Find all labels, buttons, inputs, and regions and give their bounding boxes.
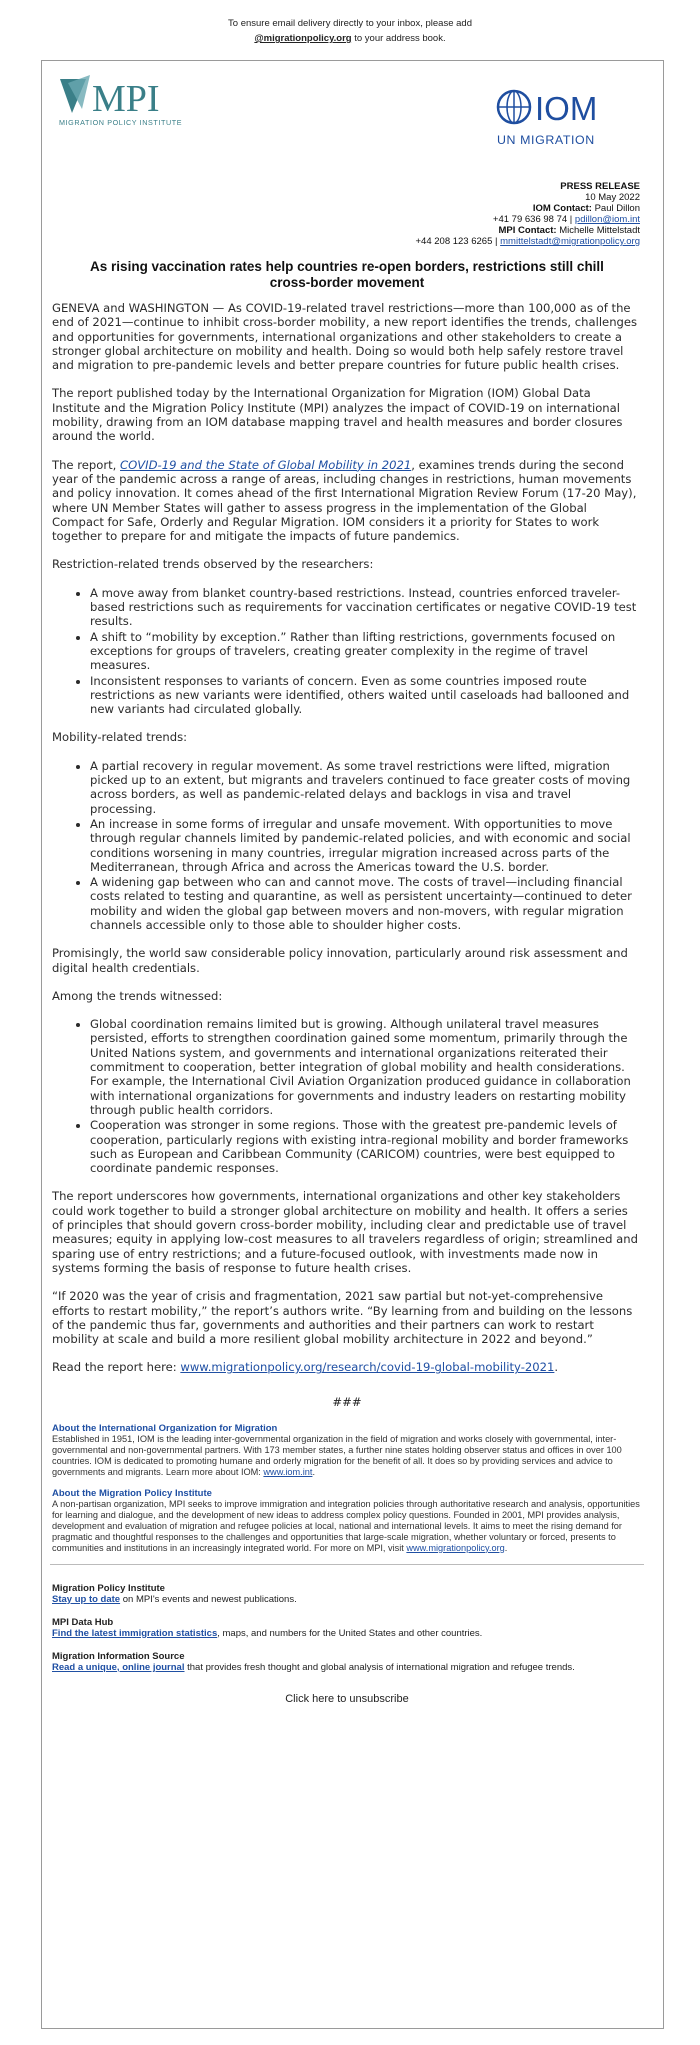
list-item: • An increase in some forms of irregular and unsafe movement. With opportunities to move through regular channels limited by pandemic-related policies, and with economic and social conditions worsening in many countries, irregular migration increased across parts of the Mediterranean, through Africa and across the Americas toward the U.S. border. bbox=[90, 817, 640, 874]
delivery-note: To ensure email delivery directly to your inbox, please add @migrationpolicy.org to your address book. bbox=[0, 16, 700, 46]
restriction-trends-heading: Restriction-related trends observed by the researchers: bbox=[52, 557, 374, 572]
iom-email-link[interactable]: pdillon@iom.int bbox=[574, 214, 640, 225]
release-date: 10 May 2022 bbox=[585, 192, 640, 203]
end-marker: ### bbox=[332, 1394, 362, 1409]
release-body bbox=[50, 301, 644, 1375]
footer-block-data-hub: MPI Data Hub Find the latest immigration statistics, maps, and numbers for the United States and other countries. bbox=[52, 1616, 483, 1639]
about-section bbox=[50, 1423, 644, 1554]
address-book-email: @migrationpolicy.org bbox=[254, 33, 352, 44]
list-item: • A widening gap between who can and cannot move. The costs of travel—including financial costs related to testing and quarantine, as well as persistent uncertainty—continued to deter mobility and widen the global gap between movers and non-movers, with regular migration channels accessible only to those able to shoulder higher costs. bbox=[90, 875, 640, 932]
about-mpi-title: About the Migration Policy Institute bbox=[52, 1487, 212, 1499]
mpi-email-link[interactable]: mmittelstadt@migrationpolicy.org bbox=[500, 236, 640, 247]
list-item: • Inconsistent responses to variants of concern. Even as some countries imposed route restrictions as new variants were identified, others waited until caseloads had ballooned and new variants had circulated globally. bbox=[90, 674, 640, 717]
svg-text:IOM: IOM bbox=[535, 90, 598, 127]
paragraph-principles: The report underscores how governments, international organizations and other key stakeholders could work together to build a stronger global architecture on mobility and health. It offers a series of principles that should govern cross-border mobility, including clear and predictable use of travel measures; equity in applying low-cost measures to all travelers regardless of origin; streamlined and sparing use of entry restrictions; and a future-focused outlook, with investments made now in systems forming the basis of response to future health crises. bbox=[52, 1189, 638, 1275]
logo-bar bbox=[50, 69, 644, 177]
iom-phone: +41 79 636 98 74 | bbox=[492, 214, 575, 225]
list-item: • Cooperation was stronger in some regions. Those with the greatest pre-pandemic levels of cooperation, particularly regions with existing intra-regional mobility and border frameworks such as European and Caribbean Community (CARICOM) countries, were best equipped to coordinate pandemic responses. bbox=[90, 1118, 640, 1175]
mpi-phone: +44 208 123 6265 | bbox=[415, 236, 501, 247]
trends-witnessed-list bbox=[52, 1017, 640, 1175]
list-item: • A partial recovery in regular movement. As some travel restrictions were lifted, migration picked up to an extent, but migrants and travelers continued to face greater costs of moving across borders, as well as pandemic-related delays and backlogs in visa and travel processing. bbox=[90, 759, 640, 816]
footer bbox=[50, 1583, 644, 1673]
mpi-contact-name: Michelle Mittelstadt bbox=[559, 225, 640, 236]
email-frame bbox=[41, 60, 664, 2029]
stay-up-to-date-link[interactable]: Stay up to date bbox=[52, 1593, 121, 1605]
svg-text:MPI: MPI bbox=[92, 78, 160, 120]
report-title-link[interactable]: COVID-19 and the State of Global Mobility in 2021 bbox=[120, 457, 412, 472]
list-item: • A move away from blanket country-based restrictions. Instead, countries enforced traveler-based restrictions such as requirements for vaccination certificates or negative COVID-19 test results. bbox=[90, 586, 640, 629]
mobility-trends-heading: Mobility-related trends: bbox=[52, 730, 188, 745]
trends-witnessed-heading: Among the trends witnessed: bbox=[52, 988, 223, 1003]
footer-block-mpi: Migration Policy Institute Stay up to date on MPI's events and newest publications. bbox=[52, 1582, 297, 1605]
headline: As rising vaccination rates help countries re-open borders, restrictions still chill cross-border movement bbox=[90, 259, 604, 290]
report-url-link[interactable]: www.migrationpolicy.org/research/covid-19-global-mobility-2021 bbox=[180, 1360, 555, 1375]
about-iom-text: Established in 1951, IOM is the leading inter-governmental organization in the field of migration and works closely with governmental, inter-governmental and non-governmental partners. With 173 member states, a further nine states holding observer status and offices in over 100 countries. IOM is dedicated to promoting humane and orderly migration for the benefit of all. It does so by providing services and advice to governments and migrants. Learn more about IOM: www.iom.int. bbox=[52, 1433, 622, 1477]
paragraph-report-title: The report, COVID-19 and the State of Global Mobility in 2021, examines trends during the second year of the pandemic across a range of areas, including changes in restrictions, human movements and policy innovation. It comes ahead of the first International Migration Review Forum (17-20 May), where UN Member States will gather to assess progress in the implementation of the Global Compact for Safe, Orderly and Regular Migration. IOM considers it a priority for States to work together to prepare for and mitigate the impacts of future pandemics. bbox=[52, 457, 637, 544]
delivery-note-line1: To ensure email delivery directly to your inbox, please add bbox=[228, 18, 472, 29]
mpi-logo[interactable] bbox=[56, 73, 232, 129]
paragraph-report: The report published today by the International Organization for Migration (IOM) Global Data Institute and the Migration Policy Institute (MPI) analyzes the impact of COVID-19 on international mobility, drawing from an IOM database mapping travel and health measures and border closures around the world. bbox=[52, 386, 623, 444]
mobility-trends-list bbox=[52, 759, 640, 933]
iom-contact-name: Paul Dillon bbox=[594, 203, 640, 214]
svg-text:UN MIGRATION: UN MIGRATION bbox=[497, 133, 595, 147]
paragraph-read-report: Read the report here: www.migrationpolicy.org/research/covid-19-global-mobility-2021. bbox=[52, 1360, 559, 1375]
divider bbox=[50, 1564, 644, 1565]
iom-logo[interactable] bbox=[495, 81, 615, 153]
paragraph-intro: GENEVA and WASHINGTON — As COVID-19-related travel restrictions—more than 100,000 as of the end of 2021—continue to inhibit cross-border mobility, a new report identifies the trends, challenges and opportunities for governments, international organizations and other stakeholders to create a stronger global architecture on mobility and health. Doing so would both help safely restore travel and migration to pre-pandemic levels and better prepare countries for future public health crises. bbox=[52, 301, 638, 373]
about-iom-title: About the International Organization for Migration bbox=[52, 1422, 278, 1434]
footer-block-information-source: Migration Information Source Read a unique, online journal that provides fresh thought and global analysis of international migration and refugee trends. bbox=[52, 1650, 575, 1673]
release-label: PRESS RELEASE bbox=[560, 181, 640, 192]
list-item: • A shift to “mobility by exception.” Rather than lifting restrictions, governments focused on exceptions for groups of travelers, creating greater complexity in the regime of travel measures. bbox=[90, 630, 640, 673]
svg-text:MIGRATION POLICY INSTITUTE: MIGRATION POLICY INSTITUTE bbox=[59, 118, 183, 127]
paragraph-quote: “If 2020 was the year of crisis and fragmentation, 2021 saw partial but not-yet-comprehensive efforts to restart mobility,” the report’s authors write. “By learning from and building on the lessons of the pandemic thus far, governments and authorities and their partners can work to restart mobility at scale and build a more resilient global mobility architecture in 2022 and beyond.” bbox=[52, 1289, 633, 1347]
iom-website-link[interactable]: www.iom.int bbox=[263, 1466, 313, 1477]
restriction-trends-list bbox=[52, 586, 640, 717]
list-item: • Global coordination remains limited but is growing. Although unilateral travel measures persisted, efforts to strengthen coordination gained some momentum, primarily through the United Nations system, and governments and international organizations reiterated their commitment to cooperation, better integration of global mobility and health considerations. For example, the International Civil Aviation Organization produced guidance in collaboration with international organizations for governments and industry leaders on restarting mobility through public health corridors. bbox=[90, 1017, 640, 1117]
press-release-info: PRESS RELEASE 10 May 2022 IOM Contact: Paul Dillon +41 79 636 98 74 | pdillon@iom.int MPI Contact: Michelle Mittelstadt +44 208 123 6265 | mmittelstadt@migrationpolicy.org bbox=[50, 181, 644, 247]
online-journal-link[interactable]: Read a unique, online journal bbox=[52, 1661, 185, 1673]
unsubscribe-link[interactable]: Click here to unsubscribe bbox=[285, 1692, 409, 1705]
paragraph-policy-innovation: Promisingly, the world saw considerable policy innovation, particularly around risk assessment and digital health credentials. bbox=[52, 946, 628, 975]
mpi-website-link[interactable]: www.migrationpolicy.org bbox=[406, 1542, 505, 1553]
immigration-statistics-link[interactable]: Find the latest immigration statistics bbox=[52, 1627, 218, 1639]
about-mpi-text: A non-partisan organization, MPI seeks to improve immigration and integration policies through authoritative research and analysis, opportunities for learning and dialogue, and the development of new ideas to address complex policy questions. Founded in 2001, MPI provides analysis, development and evaluation of migration and refugee policies at local, national and international levels. It aims to meet the rising demand for pragmatic and thoughtful responses to the challenges and opportunities that large-scale migration, whether voluntary or forced, presents to communities and institutions in an increasingly integrated world. For more on MPI, visit www.migrationpolicy.org. bbox=[52, 1498, 640, 1553]
